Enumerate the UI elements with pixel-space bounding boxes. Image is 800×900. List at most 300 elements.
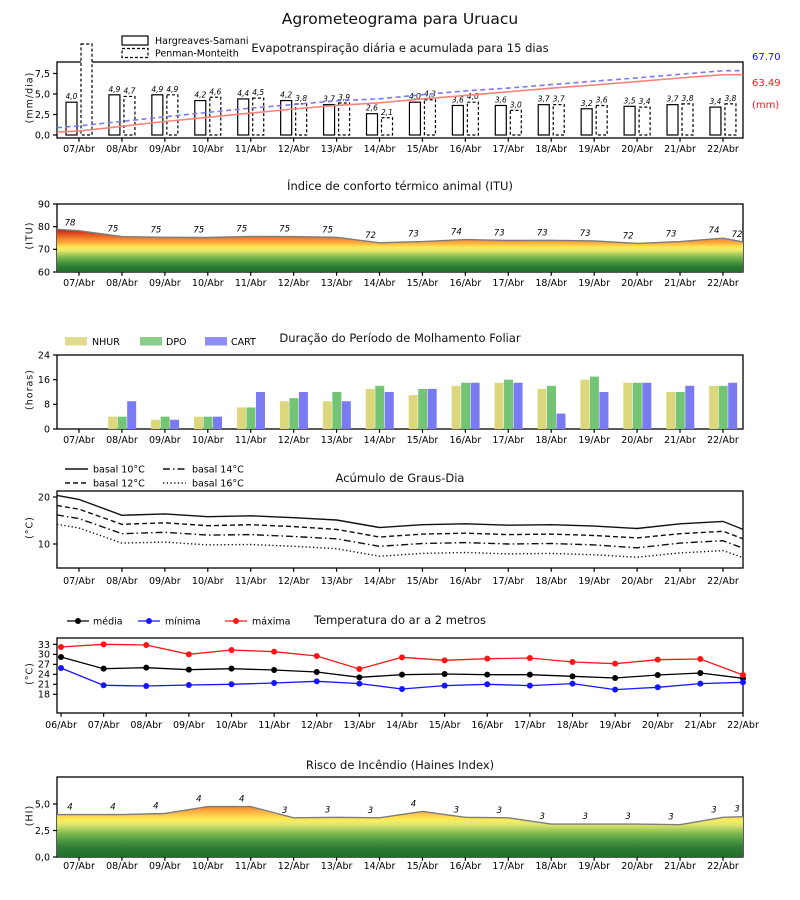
média-point (612, 675, 618, 681)
x-tick-label: 17/Abr (514, 720, 546, 731)
nhur-bar (537, 389, 546, 429)
y-tick-label: 20 (37, 492, 50, 504)
y-axis-label: (mm/dia) (24, 71, 36, 124)
y-axis-label: (HI) (24, 804, 36, 827)
penman-monteith-bar-clipped (81, 44, 92, 135)
hs-accumulated-total: 63.49 (752, 78, 781, 89)
point-value-label: 3 (453, 805, 460, 816)
x-tick-label: 12/Abr (277, 278, 310, 289)
legend-pm-marker (122, 49, 148, 58)
penman-monteith-bar (382, 118, 393, 135)
penman-monteith-bar (553, 105, 564, 135)
legend-cart-label: CART (231, 337, 256, 348)
nhur-bar (409, 395, 418, 429)
chart-molhamento-foliar (0, 316, 800, 450)
x-tick-label: 21/Abr (664, 861, 696, 872)
x-tick-label: 22/Abr (707, 861, 739, 872)
nhur-bar (151, 420, 160, 429)
molhamento-plot (0, 316, 800, 450)
y-tick-label: 5,0 (34, 89, 50, 101)
penman-monteith-bar (639, 107, 650, 135)
legend-mínima-dot (146, 618, 152, 624)
x-tick-label: 20/Abr (621, 435, 653, 446)
dpo-bar (461, 383, 470, 429)
x-tick-label: 16/Abr (449, 861, 482, 872)
legend-pm-label: Penman-Monteith (155, 48, 239, 60)
x-tick-label: 15/Abr (428, 720, 461, 731)
máxima-point (697, 656, 703, 662)
eto-bar-group (667, 94, 694, 135)
eto-bar-group (581, 95, 608, 135)
x-tick-label: 13/Abr (320, 435, 353, 446)
chart-evapotranspiracao (0, 28, 800, 168)
x-tick-label: 17/Abr (492, 435, 525, 446)
y-tick-label: 7,5 (34, 68, 50, 80)
nhur-bar (709, 386, 718, 429)
hargreaves-samani-bar (66, 102, 77, 135)
dpo-bar (375, 386, 384, 429)
hargreaves-samani-bar (152, 95, 163, 135)
point-value-label: 4 (153, 801, 159, 812)
x-tick-label: 18/Abr (535, 576, 568, 587)
y-tick-label: 18 (37, 689, 50, 701)
mínima-point (740, 679, 746, 685)
y-tick-label: 30 (37, 649, 50, 661)
bar-value-label: 3,6 (451, 95, 464, 105)
point-value-label: 3 (367, 805, 374, 816)
dpo-bar (719, 386, 728, 429)
dpo-bar (590, 377, 599, 429)
point-value-label: 73 (493, 228, 505, 239)
chart-graus-dia (0, 452, 800, 596)
x-tick-label: 06/Abr (45, 720, 77, 731)
máxima-point (442, 657, 448, 663)
média-point (655, 672, 661, 678)
legend-média-dot (75, 618, 81, 624)
x-tick-label: 14/Abr (363, 861, 396, 872)
penman-monteith-bar (339, 103, 350, 135)
x-tick-label: 11/Abr (258, 720, 290, 731)
point-value-label: 3 (625, 812, 631, 823)
hargreaves-samani-bar (581, 109, 592, 135)
x-tick-label: 15/Abr (406, 144, 439, 155)
x-tick-label: 17/Abr (492, 278, 525, 289)
x-tick-label: 21/Abr (664, 435, 696, 446)
cart-bar (471, 383, 480, 429)
point-value-label: 3 (324, 805, 331, 816)
cart-bar (213, 417, 222, 429)
legend-média-label: média (93, 616, 123, 628)
x-tick-label: 16/Abr (471, 720, 504, 731)
x-tick-label: 13/Abr (320, 576, 353, 587)
point-value-label: 72 (622, 231, 634, 242)
cart-bar (556, 414, 565, 429)
point-value-label: 73 (408, 229, 419, 240)
nhur-bar (452, 386, 461, 429)
bar-value-label: 3,4 (709, 97, 722, 107)
x-tick-label: 09/Abr (148, 576, 181, 587)
bar-value-label: 4,0 (408, 92, 421, 102)
y-tick-label: 0,0 (34, 852, 50, 864)
temperatura-plot (0, 598, 800, 744)
bar-value-label: 3,0 (509, 100, 522, 110)
x-tick-label: 15/Abr (406, 861, 439, 872)
bar-value-label: 4,0 (466, 92, 479, 102)
x-tick-label: 22/Abr (707, 144, 739, 155)
média-point (58, 654, 64, 660)
média-point (399, 672, 405, 678)
y-tick-label: 80 (37, 222, 50, 234)
legend-nhur-marker (65, 337, 87, 346)
x-tick-label: 11/Abr (234, 144, 267, 155)
eto-bar-group (151, 85, 178, 135)
bar-value-label: 2,1 (381, 107, 393, 117)
x-tick-label: 17/Abr (492, 576, 525, 587)
x-tick-label: 09/Abr (148, 144, 181, 155)
point-value-label: 4 (410, 799, 417, 810)
line-16c (57, 524, 743, 557)
point-value-label: 72 (365, 230, 376, 241)
bar-value-label: 4,2 (280, 90, 293, 100)
chart-title: Risco de Incêndio (Haines Index) (305, 758, 495, 772)
point-value-label: 4 (67, 802, 73, 813)
x-tick-label: 16/Abr (449, 576, 482, 587)
x-tick-label: 08/Abr (106, 861, 138, 872)
dpo-bar (118, 417, 127, 429)
x-tick-label: 11/Abr (234, 861, 267, 872)
point-value-label: 4 (239, 794, 245, 805)
mínima-point (399, 686, 405, 692)
chart-title: Acúmulo de Graus-Dia (335, 471, 465, 485)
nhur-bar (580, 380, 589, 429)
eto-bar-group (538, 95, 565, 135)
x-tick-label: 10/Abr (191, 144, 224, 155)
legend-cart-marker (205, 337, 227, 346)
point-value-label: 75 (150, 225, 162, 236)
penman-monteith-bar (424, 100, 435, 135)
x-tick-label: 12/Abr (277, 861, 310, 872)
dpo-bar (633, 383, 642, 429)
eto-bar-group (280, 91, 307, 135)
mínima-point (527, 683, 533, 689)
bar-value-label: 3,7 (552, 94, 565, 104)
x-tick-label: 19/Abr (578, 144, 611, 155)
legend-line-label: basal 14°C (192, 464, 244, 476)
x-tick-label: 09/Abr (173, 720, 205, 731)
mínima-point (314, 678, 320, 684)
cart-bar (342, 401, 351, 429)
nhur-bar (194, 417, 203, 429)
hargreaves-samani-bar (624, 106, 635, 135)
x-tick-label: 14/Abr (363, 144, 396, 155)
x-tick-label: 15/Abr (406, 278, 439, 289)
point-value-label: 3 (281, 805, 288, 816)
bar-value-label: 4,9 (151, 84, 164, 94)
bar-value-label: 4,5 (252, 88, 265, 98)
x-tick-label: 11/Abr (234, 576, 267, 587)
legend-dpo-label: DPO (166, 337, 187, 348)
penman-monteith-bar (682, 104, 693, 135)
x-tick-label: 12/Abr (277, 576, 310, 587)
mínima-point (697, 681, 703, 687)
point-value-label: 75 (322, 225, 333, 236)
média-point (314, 669, 320, 675)
x-tick-label: 20/Abr (621, 144, 653, 155)
y-tick-label: 2,5 (34, 109, 50, 121)
x-tick-label: 07/Abr (63, 861, 95, 872)
eto-bar-group (495, 95, 522, 135)
máxima-point (612, 661, 618, 667)
eto-bar-group (323, 93, 350, 135)
bar-value-label: 4,2 (194, 90, 207, 100)
y-tick-label: 24 (37, 350, 50, 362)
x-tick-label: 13/Abr (320, 144, 353, 155)
point-value-label: 3 (539, 812, 545, 823)
bar-value-label: 3,7 (666, 94, 679, 104)
bar-value-label: 3,8 (724, 93, 737, 103)
média-point (143, 665, 149, 671)
eto-bar-group (194, 87, 221, 135)
máxima-point (356, 666, 362, 672)
x-tick-label: 10/Abr (191, 435, 224, 446)
x-tick-label: 22/Abr (707, 278, 739, 289)
legend-hs-marker (122, 36, 148, 45)
cart-bar (256, 392, 265, 429)
x-tick-label: 09/Abr (148, 278, 181, 289)
y-tick-label: 16 (37, 375, 50, 387)
nhur-bar (666, 392, 675, 429)
nhur-bar (495, 383, 504, 429)
x-tick-label: 15/Abr (406, 435, 439, 446)
y-tick-label: 2,5 (34, 825, 50, 837)
bar-value-label: 2,6 (366, 103, 378, 113)
bar-value-label: 4,6 (209, 87, 222, 97)
legend-line-label: basal 16°C (192, 478, 244, 490)
x-tick-label: 09/Abr (148, 861, 181, 872)
cart-bar (599, 392, 608, 429)
x-tick-label: 16/Abr (449, 435, 482, 446)
x-tick-label: 21/Abr (664, 278, 696, 289)
y-tick-label: 0 (43, 424, 50, 436)
x-tick-label: 08/Abr (106, 144, 138, 155)
cart-bar (642, 383, 651, 429)
x-tick-label: 14/Abr (363, 435, 396, 446)
média-point (527, 672, 533, 678)
mínima-point (442, 683, 448, 689)
dpo-bar (676, 392, 685, 429)
mínima-point (186, 682, 192, 688)
nhur-bar (108, 417, 117, 429)
máxima-point (186, 651, 192, 657)
bar-value-label: 3,7 (537, 94, 550, 104)
hargreaves-samani-bar (538, 105, 549, 135)
média-point (186, 667, 192, 673)
y-tick-label: 0,0 (34, 130, 50, 142)
cart-bar (127, 401, 136, 429)
x-tick-label: 21/Abr (684, 720, 717, 731)
y-tick-label: 5,0 (34, 799, 50, 811)
line-10c (57, 495, 743, 529)
y-axis-label: (°C) (24, 516, 36, 539)
penman-monteith-bar (510, 110, 521, 135)
x-tick-label: 08/Abr (106, 576, 138, 587)
hargreaves-samani-bar (367, 114, 378, 135)
x-tick-label: 20/Abr (621, 576, 653, 587)
máxima-point (229, 647, 235, 653)
point-value-label: 78 (64, 218, 76, 229)
nhur-bar (366, 389, 375, 429)
máxima-point (143, 642, 149, 648)
cart-bar (428, 389, 437, 429)
dpo-bar (246, 407, 255, 429)
x-tick-label: 20/Abr (641, 720, 674, 731)
x-tick-label: 09/Abr (148, 435, 181, 446)
máxima-point (484, 656, 490, 662)
x-tick-label: 14/Abr (363, 576, 396, 587)
média-point (484, 672, 490, 678)
bar-value-label: 4,9 (166, 84, 179, 94)
dpo-bar (418, 389, 427, 429)
haines-plot (0, 752, 800, 890)
mínima-point (570, 681, 576, 687)
x-tick-label: 20/Abr (621, 861, 653, 872)
y-tick-label: 27 (37, 659, 50, 671)
eto-bar-group (624, 96, 651, 135)
nhur-bar (323, 401, 332, 429)
chart-title: Evapotranspiração diária e acumulada para 15 dias (251, 41, 549, 55)
bar-value-label: 4,0 (65, 92, 78, 102)
legend-máxima-label: máxima (252, 616, 291, 628)
accumulated-unit: (mm) (752, 100, 780, 111)
x-tick-label: 19/Abr (578, 576, 611, 587)
nhur-bar (237, 407, 246, 429)
chart-itu (0, 172, 800, 304)
x-tick-label: 08/Abr (106, 278, 138, 289)
x-tick-label: 11/Abr (234, 278, 267, 289)
legend-nhur-label: NHUR (92, 337, 120, 348)
y-axis-label: (horas) (24, 369, 36, 410)
itu-plot (0, 172, 800, 304)
chart-temperatura (0, 598, 800, 744)
mínima-point (271, 680, 277, 686)
bar-value-label: 4,3 (423, 89, 436, 99)
point-value-label: 75 (193, 225, 205, 236)
x-tick-label: 21/Abr (664, 144, 696, 155)
line-14c (57, 515, 743, 548)
point-value-label: 73 (665, 229, 677, 240)
dpo-bar (289, 398, 298, 429)
pm-accumulated-total: 67.70 (752, 52, 781, 63)
x-tick-label: 07/Abr (87, 720, 120, 731)
x-tick-label: 13/Abr (343, 720, 376, 731)
x-tick-label: 16/Abr (449, 278, 482, 289)
máxima-point (655, 657, 661, 663)
média-point (570, 673, 576, 679)
bar-value-label: 3,2 (580, 98, 593, 108)
mínima-point (143, 683, 149, 689)
bar-value-label: 3,8 (295, 93, 308, 103)
hargreaves-samani-bar (109, 95, 120, 135)
hargreaves-samani-bar (324, 105, 335, 135)
mínima-point (484, 681, 490, 687)
point-value-label: 75 (236, 224, 248, 235)
dpo-bar (161, 417, 170, 429)
média-point (271, 667, 277, 673)
x-tick-label: 12/Abr (300, 720, 333, 731)
x-tick-label: 18/Abr (535, 435, 568, 446)
y-tick-label: 8 (43, 399, 50, 411)
point-value-label: 3 (668, 812, 674, 823)
dpo-bar (332, 392, 341, 429)
cart-bar (685, 386, 694, 429)
hargreaves-samani-bar (710, 107, 721, 135)
cart-bar (170, 420, 179, 429)
x-tick-label: 08/Abr (130, 720, 163, 731)
x-tick-label: 07/Abr (63, 576, 95, 587)
máxima-point (399, 654, 405, 660)
bar-value-label: 3,7 (323, 94, 336, 104)
dpo-bar (547, 386, 556, 429)
y-tick-label: 70 (37, 244, 50, 256)
point-value-label: 3 (734, 804, 740, 815)
x-tick-label: 10/Abr (191, 861, 224, 872)
x-tick-label: 13/Abr (320, 278, 353, 289)
point-value-label: 4 (110, 802, 116, 813)
graus-dia-plot (0, 452, 800, 596)
máxima-point (570, 659, 576, 665)
cart-bar (514, 383, 523, 429)
plot-frame (57, 491, 743, 568)
itu-area (57, 229, 743, 272)
x-tick-label: 08/Abr (106, 435, 138, 446)
bar-value-label: 3,6 (595, 95, 608, 105)
x-tick-label: 20/Abr (621, 278, 653, 289)
x-tick-label: 22/Abr (707, 435, 739, 446)
bar-value-label: 3,8 (681, 93, 694, 103)
x-tick-label: 19/Abr (599, 720, 631, 731)
bar-value-label: 4,9 (108, 84, 121, 94)
nhur-bar (623, 383, 632, 429)
point-value-label: 73 (579, 228, 591, 239)
x-tick-label: 07/Abr (63, 278, 95, 289)
hargreaves-samani-bar (667, 105, 678, 135)
y-tick-label: 33 (37, 639, 50, 651)
dpo-bar (204, 417, 213, 429)
mínima-point (101, 682, 107, 688)
penman-monteith-bar (725, 104, 736, 135)
bar-value-label: 4,4 (237, 88, 250, 98)
média-point (697, 670, 703, 676)
cart-bar (385, 392, 394, 429)
x-tick-label: 22/Abr (707, 576, 739, 587)
legend-line-label: basal 12°C (93, 478, 145, 490)
x-tick-label: 16/Abr (449, 144, 482, 155)
máxima-point (740, 672, 746, 678)
x-tick-label: 19/Abr (578, 435, 611, 446)
hargreaves-samani-bar (409, 102, 420, 135)
point-value-label: 72 (731, 229, 743, 240)
máxima-point (271, 649, 277, 655)
point-value-label: 3 (496, 805, 503, 816)
x-tick-label: 18/Abr (535, 861, 568, 872)
point-value-label: 3 (711, 805, 717, 816)
máxima-point (527, 655, 533, 661)
point-value-label: 75 (107, 224, 119, 235)
y-tick-label: 21 (37, 679, 50, 691)
bar-value-label: 3,4 (638, 97, 651, 107)
x-tick-label: 07/Abr (63, 435, 95, 446)
point-value-label: 3 (582, 812, 588, 823)
